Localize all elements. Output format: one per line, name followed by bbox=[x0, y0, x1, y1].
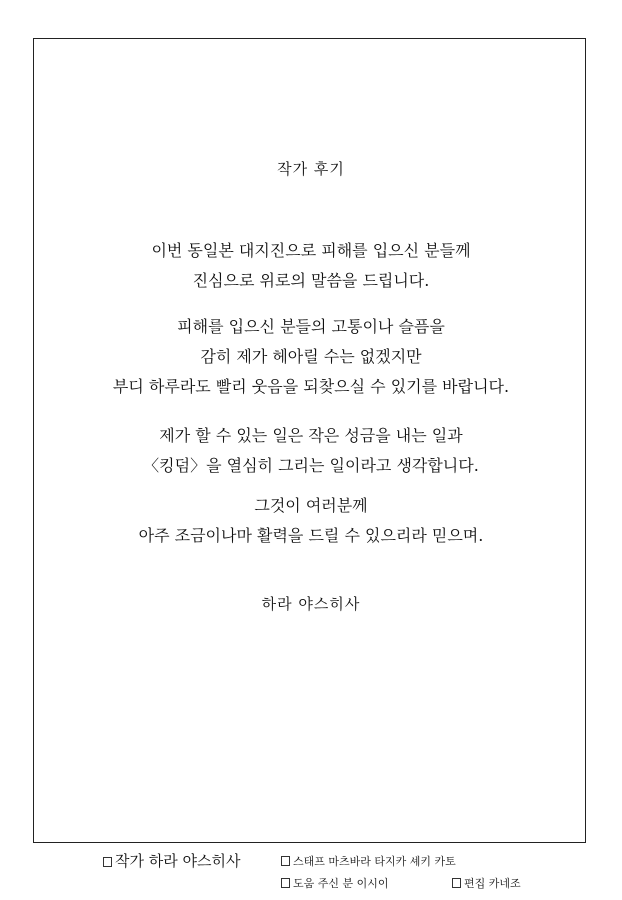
checkbox-bullet-icon bbox=[281, 856, 290, 866]
author-signature: 하라 야스히사 bbox=[261, 595, 361, 613]
checkbox-bullet-icon bbox=[281, 878, 290, 888]
credit-staff bbox=[281, 853, 456, 869]
text-line: 제가 할 수 있는 일은 작은 성금을 내는 일과 bbox=[159, 426, 463, 445]
paragraph-condolence bbox=[0, 236, 622, 296]
credit-help bbox=[281, 875, 389, 891]
paragraph-contribution bbox=[0, 421, 622, 481]
text-line: 감히 제가 헤아릴 수는 없겠지만 bbox=[200, 347, 422, 366]
checkbox-bullet-icon bbox=[103, 857, 112, 867]
credit-editor-text: 편집 카네조 bbox=[464, 877, 521, 890]
text-line: 〈킹덤〉을 열심히 그리는 일이라고 생각합니다. bbox=[143, 456, 479, 475]
text-line: 진심으로 위로의 말씀을 드립니다. bbox=[192, 271, 430, 290]
credit-staff-text: 스태프 마츠바라 타지카 셰키 카토 bbox=[293, 855, 456, 868]
text-line: 피해를 입으신 분들의 고통이나 슬픔을 bbox=[177, 317, 445, 336]
paragraph-belief bbox=[0, 491, 622, 551]
text-line: 이번 동일본 대지진으로 피해를 입으신 분들께 bbox=[151, 241, 471, 260]
afterword-title: 작가 후기 bbox=[277, 160, 345, 178]
credit-author bbox=[103, 850, 240, 871]
credit-editor bbox=[452, 875, 521, 891]
text-line: 부디 하루라도 빨리 웃음을 되찾으실 수 있기를 바랍니다. bbox=[112, 377, 510, 396]
credit-author-text: 작가 하라 야스히사 bbox=[115, 852, 241, 870]
credit-help-text: 도움 주신 분 이시이 bbox=[293, 877, 389, 890]
paragraph-hope bbox=[0, 312, 622, 402]
checkbox-bullet-icon bbox=[452, 878, 461, 888]
text-line: 아주 조금이나마 활력을 드릴 수 있으리라 믿으며. bbox=[138, 526, 484, 545]
text-line: 그것이 여러분께 bbox=[254, 496, 368, 515]
